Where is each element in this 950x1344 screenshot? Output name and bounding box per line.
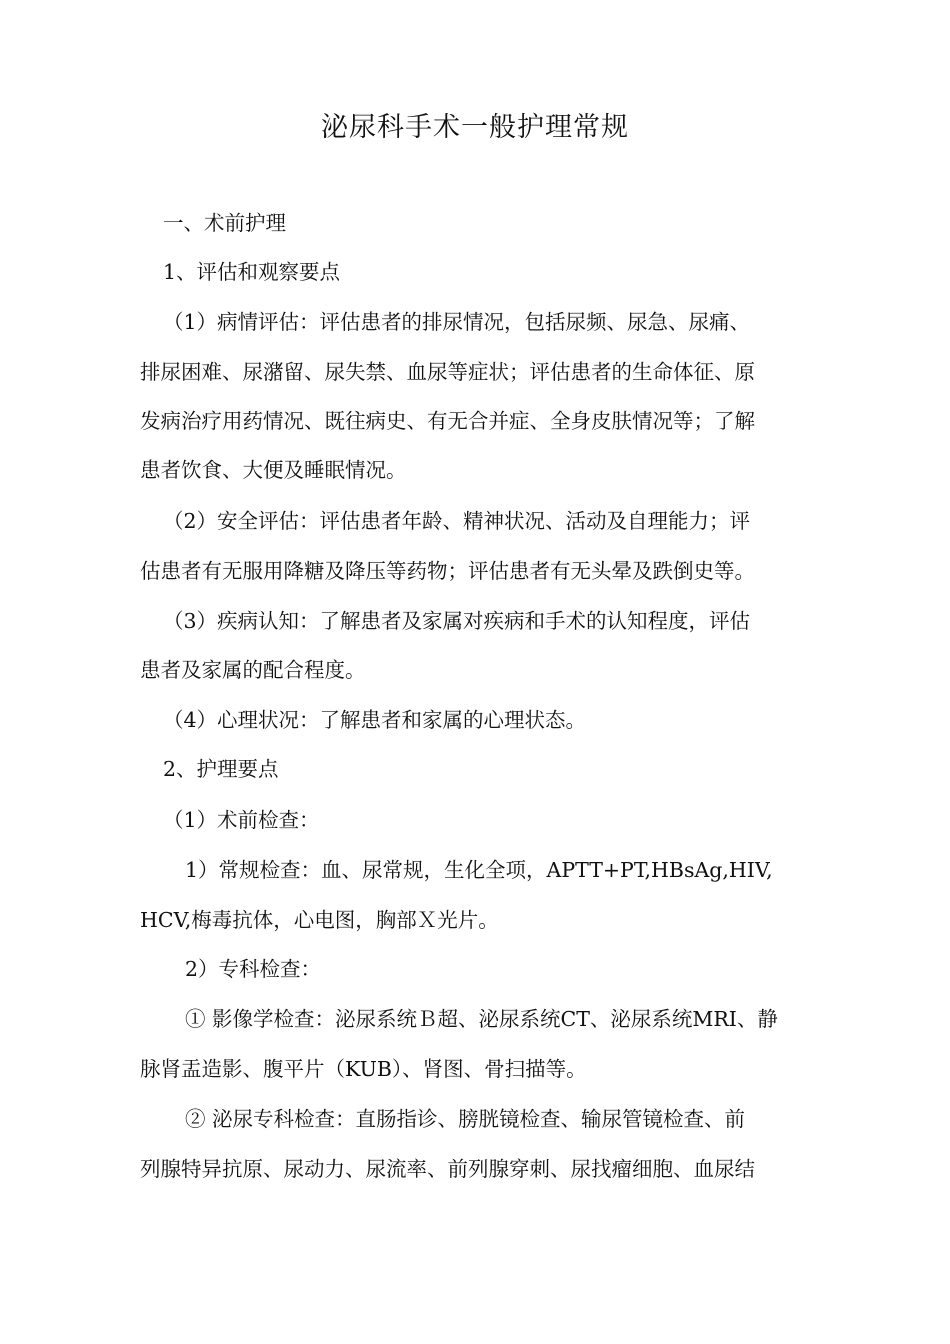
subheading-specialty-exams: 2）专科检查： bbox=[185, 957, 322, 981]
paragraph-line: 1）常规检查：血、尿常规，生化全项，APTT+PT,HBsAg,HIV, bbox=[185, 858, 773, 882]
heading-assessment-points: 1、评估和观察要点 bbox=[163, 260, 341, 284]
paragraph-line: 患者饮食、大便及睡眠情况。 bbox=[140, 458, 407, 482]
paragraph-line: 排尿困难、尿潴留、尿失禁、血尿等症状；评估患者的生命体征、原 bbox=[140, 360, 755, 384]
paragraph-line: 患者及家属的配合程度。 bbox=[140, 658, 366, 682]
paragraph-line: 估患者有无服用降糖及降压等药物；评估患者有无头晕及跌倒史等。 bbox=[140, 559, 755, 583]
subheading-preop-exams: （1）术前检查： bbox=[163, 808, 320, 832]
heading-preoperative-care: 一、术前护理 bbox=[163, 211, 286, 235]
paragraph-line: （4）心理状况：了解患者和家属的心理状态。 bbox=[163, 708, 587, 732]
paragraph-line: ② 泌尿专科检查：直肠指诊、膀胱镜检查、输尿管镜检查、前 bbox=[185, 1107, 746, 1131]
document-title: 泌尿科手术一般护理常规 bbox=[321, 112, 629, 143]
paragraph-line: ① 影像学检查：泌尿系统Ｂ超、泌尿系统CT、泌尿系统MRI、静 bbox=[185, 1007, 778, 1031]
paragraph-line: 发病治疗用药情况、既往病史、有无合并症、全身皮肤情况等；了解 bbox=[140, 409, 755, 433]
paragraph-line: 脉肾盂造影、腹平片（KUB）、肾图、骨扫描等。 bbox=[140, 1057, 587, 1081]
paragraph-line: HCV,梅毒抗体，心电图，胸部Ｘ光片。 bbox=[140, 908, 499, 932]
paragraph-line: （1）病情评估：评估患者的排尿情况，包括尿频、尿急、尿痛、 bbox=[163, 310, 751, 334]
paragraph-line: 列腺特异抗原、尿动力、尿流率、前列腺穿刺、尿找瘤细胞、血尿结 bbox=[140, 1157, 755, 1181]
paragraph-line: （3）疾病认知：了解患者及家属对疾病和手术的认知程度，评估 bbox=[163, 609, 751, 633]
paragraph-line: （2）安全评估：评估患者年龄、精神状况、活动及自理能力；评 bbox=[163, 509, 751, 533]
heading-nursing-points: 2、护理要点 bbox=[163, 757, 279, 781]
